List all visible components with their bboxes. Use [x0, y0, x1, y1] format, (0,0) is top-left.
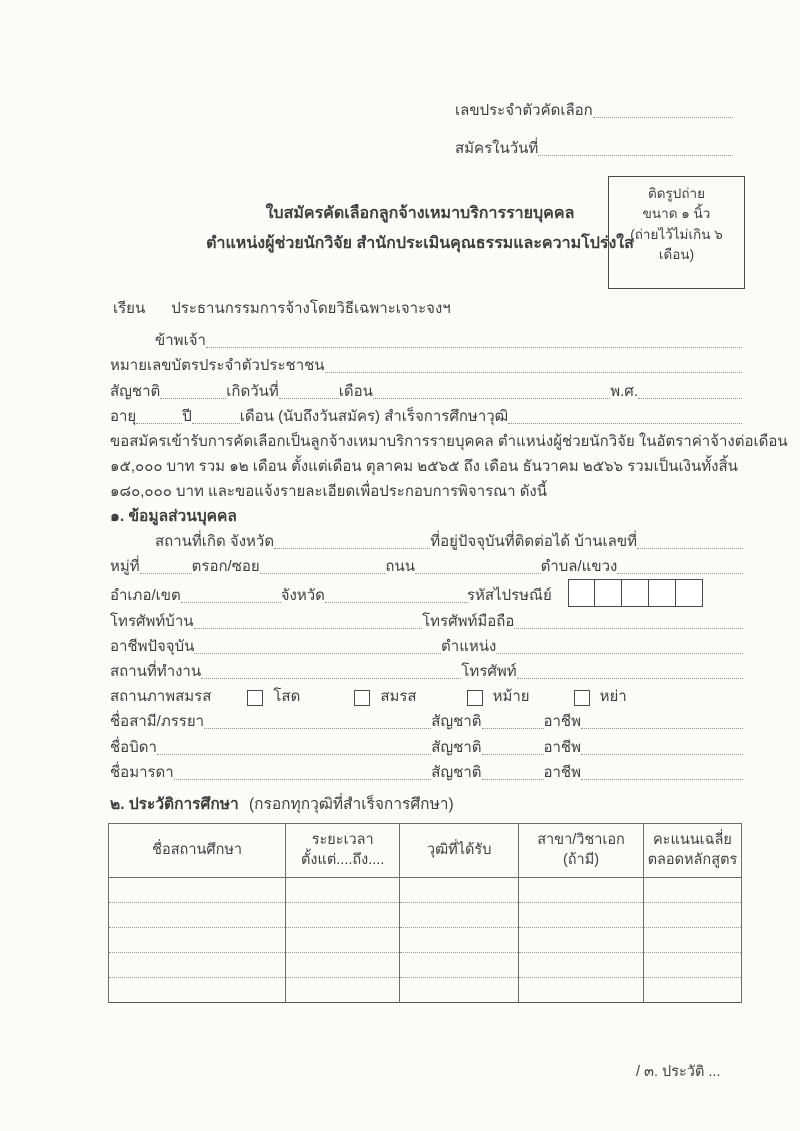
candidate-number-blank[interactable]: [593, 117, 733, 118]
mother-row: [110, 759, 743, 784]
education-cell[interactable]: [643, 878, 741, 903]
current-address-label: ที่อยู่ปัจจุบันที่ติดต่อได้ บ้านเลขที่: [430, 533, 637, 551]
father-name-blank[interactable]: [157, 754, 431, 755]
birth-date-blank[interactable]: [279, 398, 339, 399]
birth-month-blank[interactable]: [373, 398, 610, 399]
spouse-name-label: ชื่อสามี/ภรรยา: [110, 713, 205, 731]
education-row: [109, 953, 742, 978]
header-line: ระยะเวลา: [311, 832, 374, 848]
salutation-row: [113, 295, 451, 320]
soi-label: ตรอก/ซอย: [191, 558, 260, 576]
section1-heading: ๑. ข้อมูลส่วนบุคคล: [110, 508, 237, 525]
header-line: ชื่อสถานศึกษา: [152, 841, 243, 858]
spouse-occupation-label: อาชีพ: [543, 713, 581, 731]
father-nationality-blank[interactable]: [482, 754, 544, 755]
age-blank[interactable]: [136, 423, 182, 424]
mother-occupation-blank[interactable]: [581, 779, 743, 780]
education-cell[interactable]: [400, 903, 519, 928]
top-right-fields: [455, 84, 733, 160]
education-cell[interactable]: [519, 903, 644, 928]
candidate-number-row: [455, 84, 733, 122]
married-checkbox[interactable]: [354, 690, 370, 706]
education-row: [109, 903, 742, 928]
salutation-value: ประธานกรรมการจ้างโดยวิธีเฉพาะเจาะจงฯ: [171, 300, 451, 318]
marital-status-row: [110, 683, 743, 708]
candidate-number-label: เลขประจำตัวคัดเลือก: [455, 102, 593, 119]
birth-place-label: สถานที่เกิด จังหวัด: [155, 533, 275, 551]
column-header-major: [519, 824, 644, 878]
address-row2: [110, 578, 743, 607]
education-row: [109, 878, 742, 903]
education-cell[interactable]: [286, 878, 400, 903]
education-cell[interactable]: [643, 928, 741, 953]
marital-option-single: [247, 684, 300, 708]
education-cell[interactable]: [400, 878, 519, 903]
education-cell[interactable]: [519, 953, 644, 978]
divorced-checkbox[interactable]: [574, 690, 590, 706]
application-date-row: [455, 122, 733, 160]
mother-nationality-blank[interactable]: [482, 779, 544, 780]
single-label: โสด: [273, 688, 301, 706]
father-nationality-label: สัญชาติ: [431, 738, 482, 756]
nationality-blank[interactable]: [160, 398, 226, 399]
education-row: [109, 928, 742, 953]
spouse-row: [110, 708, 743, 733]
education-cell[interactable]: [519, 878, 644, 903]
marital-option-married: [354, 684, 416, 708]
applicant-name-row: [110, 327, 742, 352]
father-occupation-label: อาชีพ: [543, 738, 581, 756]
education-cell[interactable]: [109, 953, 286, 978]
home-phone-blank[interactable]: [194, 628, 423, 629]
postal-code-box-1[interactable]: [568, 579, 595, 607]
nationality-label: สัญชาติ: [110, 382, 161, 400]
education-header-row: [109, 824, 742, 878]
education-cell[interactable]: [109, 878, 286, 903]
age-years-label: ปี: [182, 407, 192, 425]
photo-box-line3: (ถ่ายไว้ไม่เกิน ๖: [630, 226, 723, 242]
education-cell[interactable]: [286, 903, 400, 928]
road-blank[interactable]: [415, 573, 541, 574]
postal-code-boxes: [568, 579, 703, 607]
header-line: ตลอดหลักสูตร: [647, 851, 738, 868]
header-line: สาขา/วิชาเอก: [537, 832, 625, 848]
education-cell[interactable]: [643, 953, 741, 978]
photo-box-line2: ขนาด ๑ นิ้ว: [642, 206, 711, 222]
moo-label: หมู่ที่: [110, 558, 140, 576]
application-date-blank[interactable]: [538, 155, 733, 156]
application-date-label: สมัครในวันที่: [455, 140, 539, 157]
header-line: วุฒิที่ได้รับ: [426, 841, 492, 858]
marital-option-widowed: [467, 684, 530, 708]
father-row: [110, 733, 743, 758]
divorced-label: หย่า: [599, 688, 627, 706]
photo-box-line1: ติดรูปถ่าย: [647, 186, 706, 201]
occupation-row: [110, 633, 743, 658]
phone-row: [110, 607, 743, 632]
id-card-row: [110, 352, 742, 377]
applicant-name-label: ข้าพเจ้า: [155, 332, 206, 350]
birth-year-label: พ.ศ.: [610, 382, 638, 400]
workplace-row: [110, 658, 743, 683]
occupation-label: อาชีพปัจจุบัน: [110, 637, 195, 655]
section2-heading-row: [110, 791, 454, 816]
education-cell[interactable]: [109, 928, 286, 953]
marital-status-label: สถานภาพสมรส: [110, 688, 212, 706]
spouse-nationality-blank[interactable]: [482, 728, 544, 729]
occupation-blank[interactable]: [194, 653, 441, 654]
education-cell[interactable]: [109, 903, 286, 928]
education-cell[interactable]: [400, 978, 519, 1003]
single-checkbox[interactable]: [247, 690, 263, 706]
education-table: [108, 823, 742, 1003]
photo-box-line4: เดือน): [658, 246, 695, 262]
page-marker: / ๓. ประวัติ ...: [636, 1064, 721, 1080]
education-cell[interactable]: [286, 953, 400, 978]
column-header-institution: [109, 824, 286, 878]
workplace-blank[interactable]: [201, 678, 461, 679]
workplace-label: สถานที่ทำงาน: [110, 662, 202, 680]
postal-code-box-4[interactable]: [649, 579, 676, 607]
form-subtitle: ตำแหน่งผู้ช่วยนักวิจัย สำนักประเมินคุณธรรมและความโปร่งใส: [206, 235, 634, 252]
nationality-birth-row: [110, 377, 742, 402]
education-cell[interactable]: [519, 928, 644, 953]
mother-occupation-label: อาชีพ: [543, 763, 581, 781]
postal-code-label: รหัสไปรษณีย์: [466, 587, 552, 605]
education-degree-blank[interactable]: [508, 423, 742, 424]
id-card-label: หมายเลขบัตรประจำตัวประชาชน: [110, 357, 325, 375]
birth-month-label: เดือน: [338, 382, 373, 400]
education-cell[interactable]: [643, 978, 741, 1003]
application-paragraph-line3: ๑๘๐,๐๐๐ บาท และขอแจ้งรายละเอียดเพื่อประกอบการพิจารณา ดังนี้: [110, 483, 548, 501]
column-header-degree: [400, 824, 519, 878]
work-phone-label: โทรศัพท์: [461, 662, 517, 680]
education-cell[interactable]: [286, 978, 400, 1003]
birth-date-label: เกิดวันที่: [226, 382, 279, 400]
spouse-occupation-blank[interactable]: [581, 728, 743, 729]
widowed-label: หม้าย: [492, 688, 530, 706]
father-occupation-blank[interactable]: [581, 754, 743, 755]
mobile-phone-label: โทรศัพท์มือถือ: [422, 612, 515, 630]
education-row: [109, 978, 742, 1003]
mother-nationality-label: สัญชาติ: [431, 763, 482, 781]
intro-block: [110, 327, 788, 503]
birth-year-blank[interactable]: [638, 398, 742, 399]
education-cell[interactable]: [643, 903, 741, 928]
father-name-label: ชื่อบิดา: [110, 738, 157, 756]
position-blank[interactable]: [496, 653, 743, 654]
birth-place-row: [110, 528, 743, 553]
road-label: ถนน: [385, 558, 415, 576]
section2-heading: ๒. ประวัติการศึกษา: [110, 796, 239, 813]
province-label: จังหวัด: [280, 587, 325, 605]
subdistrict-blank[interactable]: [617, 573, 743, 574]
province-blank[interactable]: [325, 602, 467, 603]
application-paragraph-line1: ขอสมัครเข้ารับการคัดเลือกเป็นลูกจ้างเหมาบริการรายบุคคล ตำแหน่งผู้ช่วยนักวิจัย ในอัตราค่าจ้างต่อเดือน: [110, 432, 788, 450]
id-card-blank[interactable]: [325, 372, 742, 373]
education-cell[interactable]: [400, 953, 519, 978]
postal-code-box-2[interactable]: [595, 579, 622, 607]
home-phone-label: โทรศัพท์บ้าน: [110, 612, 194, 630]
education-cell[interactable]: [286, 928, 400, 953]
column-header-gpa: [643, 824, 741, 878]
spouse-nationality-label: สัญชาติ: [431, 713, 482, 731]
header-line: คะแนนเฉลี่ย: [652, 832, 732, 848]
married-label: สมรส: [380, 688, 417, 706]
applicant-name-blank[interactable]: [206, 347, 742, 348]
spouse-name-blank[interactable]: [204, 728, 431, 729]
mother-name-blank[interactable]: [174, 779, 431, 780]
age-education-row: [110, 403, 742, 428]
application-paragraph-line2: ๑๕,๐๐๐ บาท รวม ๑๒ เดือน ตั้งแต่เดือน ตุลาคม ๒๕๖๕ ถึง เดือน ธันวาคม ๒๕๖๖ รวมเป็นเงินทั้งสิ้น: [110, 458, 738, 476]
marital-option-divorced: [574, 684, 627, 708]
age-months-blank[interactable]: [192, 423, 240, 424]
widowed-checkbox[interactable]: [467, 690, 483, 706]
section2-note: (กรอกทุกวุฒิที่สำเร็จการศึกษา): [248, 796, 454, 813]
mother-name-label: ชื่อมารดา: [110, 763, 174, 781]
photo-box: [608, 176, 745, 289]
birth-place-blank[interactable]: [274, 548, 430, 549]
header-line: (ถ้ามี): [562, 851, 600, 868]
district-label: อำเภอ/เขต: [110, 587, 181, 605]
education-cell[interactable]: [109, 978, 286, 1003]
postal-code-box-5[interactable]: [676, 579, 703, 607]
address-row1: [110, 553, 743, 578]
education-cell[interactable]: [519, 978, 644, 1003]
column-header-period: [286, 824, 400, 878]
moo-blank[interactable]: [140, 573, 192, 574]
section1-block: [110, 528, 743, 784]
mobile-phone-blank[interactable]: [514, 628, 743, 629]
house-number-blank[interactable]: [637, 548, 743, 549]
salutation-label: เรียน: [113, 300, 146, 318]
postal-code-box-3[interactable]: [622, 579, 649, 607]
position-label: ตำแหน่ง: [441, 637, 497, 655]
age-months-label: เดือน (นับถึงวันสมัคร) สำเร็จการศึกษาวุฒิ: [239, 407, 509, 425]
district-blank[interactable]: [181, 602, 281, 603]
form-title: ใบสมัครคัดเลือกลูกจ้างเหมาบริการรายบุคคล: [265, 205, 575, 222]
education-cell[interactable]: [400, 928, 519, 953]
soi-blank[interactable]: [260, 573, 386, 574]
subdistrict-label: ตำบล/แขวง: [540, 558, 618, 576]
age-label: อายุ: [110, 407, 137, 425]
work-phone-blank[interactable]: [517, 678, 743, 679]
header-line: ตั้งแต่....ถึง....: [301, 851, 385, 868]
